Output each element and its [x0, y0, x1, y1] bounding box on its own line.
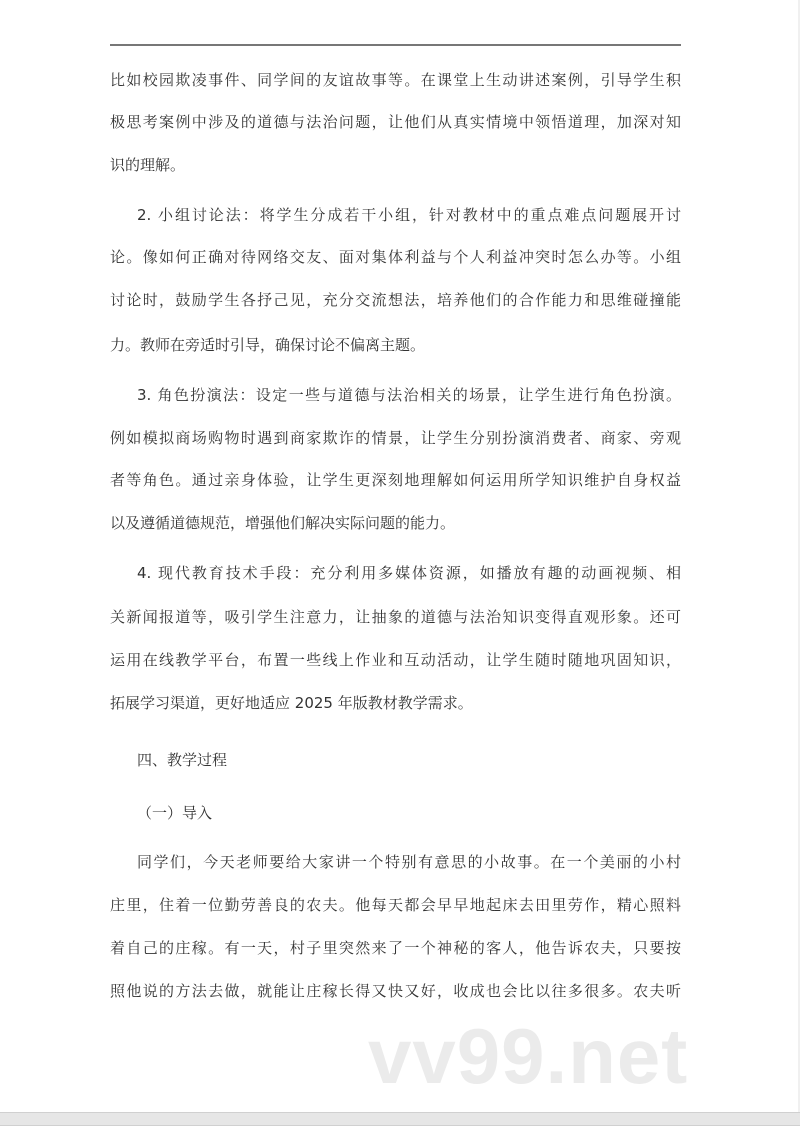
text-line: 识的理解。	[110, 156, 186, 174]
text-line: 讨论时，鼓励学生各抒己见，充分交流想法，培养他们的合作能力和思维碰撞能	[110, 291, 681, 309]
text-line: 拓展学习渠道，更好地适应 2025 年版教材教学需求。	[110, 694, 473, 712]
text-line: 庄里，住着一位勤劳善良的农夫。他每天都会早早地起床去田里劳作，精心照料	[110, 896, 681, 914]
header-rule	[110, 44, 681, 46]
text-line: 同学们，今天老师要给大家讲一个特别有意思的小故事。在一个美丽的小村	[137, 853, 681, 871]
text-line: 比如校园欺凌事件、同学间的友谊故事等。在课堂上生动讲述案例，引导学生积	[110, 71, 681, 89]
text-line: 关新闻报道等，吸引学生注意力，让抽象的道德与法治知识变得直观形象。还可	[110, 608, 681, 626]
text-line: 4. 现代教育技术手段：充分利用多媒体资源，如播放有趣的动画视频、相	[137, 564, 681, 582]
watermark: vv99.net	[368, 1012, 689, 1100]
text-line: 极思考案例中涉及的道德与法治问题，让他们从真实情境中领悟道理，加深对知	[110, 113, 681, 131]
text-line: 2. 小组讨论法：将学生分成若干小组，针对教材中的重点难点问题展开讨	[137, 206, 681, 224]
text-line: 照他说的方法去做，就能让庄稼长得又快又好，收成也会比以往多很多。农夫听	[110, 982, 681, 1000]
section-heading: 四、教学过程	[137, 751, 228, 769]
text-line: 者等角色。通过亲身体验，让学生更深刻地理解如何运用所学知识维护自身权益	[110, 471, 681, 489]
page-separator	[0, 1112, 800, 1126]
text-line: 以及遵循道德规范，增强他们解决实际问题的能力。	[110, 514, 456, 532]
text-line: 论。像如何正确对待网络交友、面对集体利益与个人利益冲突时怎么办等。小组	[110, 248, 681, 266]
text-line: 着自己的庄稼。有一天，村子里突然来了一个神秘的客人，他告诉农夫，只要按	[110, 939, 681, 957]
text-line: 运用在线教学平台，布置一些线上作业和互动活动，让学生随时随地巩固知识，	[110, 651, 681, 669]
subsection-heading: （一）导入	[137, 804, 213, 822]
text-line: 例如模拟商场购物时遇到商家欺诈的情景，让学生分别扮演消费者、商家、旁观	[110, 429, 681, 447]
text-line: 力。教师在旁适时引导，确保讨论不偏离主题。	[110, 336, 426, 354]
text-line: 3. 角色扮演法：设定一些与道德与法治相关的场景，让学生进行角色扮演。	[137, 386, 681, 404]
